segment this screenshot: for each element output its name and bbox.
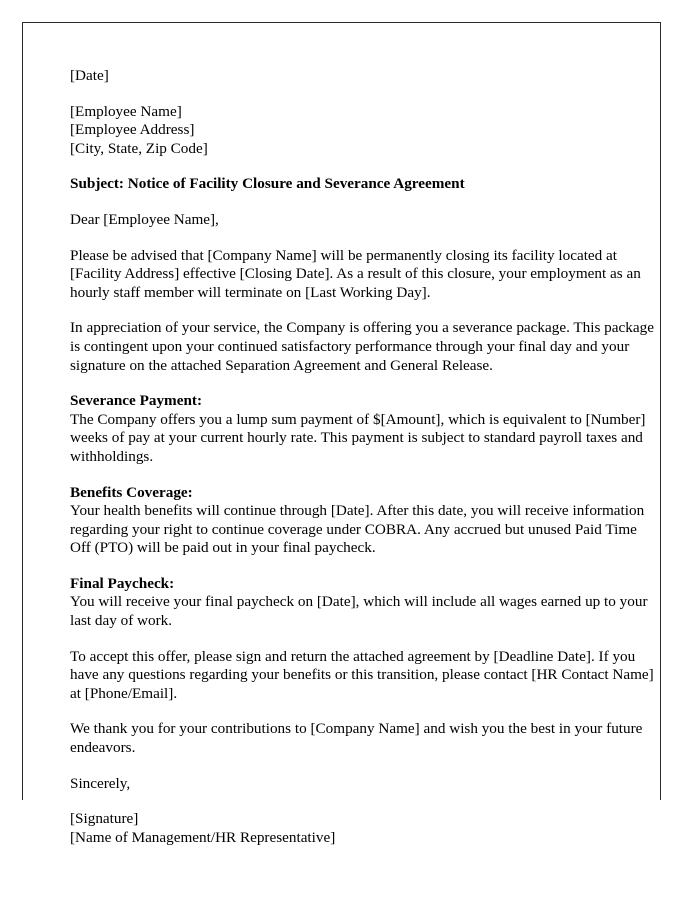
- recipient-address-block: [70, 103, 658, 159]
- section-heading-final-paycheck: Final Paycheck:: [70, 574, 175, 592]
- document-page: [22, 22, 661, 846]
- section-final-paycheck: [70, 575, 658, 631]
- paragraph-closure-notice: Please be advised that [Company Name] will be permanently closing its facility located at [Facility Address] effective [Closing Date]. As a result of this closure, your employment as an hourly staff member will terminate on [Last Working Day].: [70, 246, 641, 301]
- section-body-benefits-coverage: Your health benefits will continue through [Date]. After this date, you will receive information regarding your right to continue coverage under COBRA. Any accrued but unused Paid Time Off (PTO) will be paid out in your final paycheck.: [70, 502, 648, 557]
- letter-body: [70, 67, 658, 847]
- salutation: Dear [Employee Name],: [70, 210, 219, 228]
- section-body-severance-payment: The Company offers you a lump sum payment of $[Amount], which is equivalent to [Number] weeks of pay at your current hourly rate. This payment is subject to standard payroll taxes and withholdings.: [70, 410, 650, 465]
- date-block: [70, 67, 658, 86]
- section-heading-severance-payment: Severance Payment:: [70, 392, 203, 410]
- signer-title: [Name of Management/HR Representative]: [70, 828, 336, 846]
- recipient-city-state-zip: [City, State, Zip Code]: [70, 139, 208, 157]
- signature-placeholder: [Signature]: [70, 810, 139, 828]
- recipient-address: [Employee Address]: [70, 121, 195, 139]
- date-placeholder: [Date]: [70, 67, 109, 84]
- valediction: Sincerely,: [70, 774, 131, 792]
- section-benefits-coverage: [70, 484, 658, 558]
- section-heading-benefits-coverage: Benefits Coverage:: [70, 483, 193, 501]
- paragraph-thanks: We thank you for your contributions to [Company Name] and wish you the best in your future endeavors.: [70, 720, 643, 757]
- subject-line: Subject: Notice of Facility Closure and Severance Agreement: [70, 175, 465, 193]
- signature-block: [70, 810, 658, 847]
- section-severance-payment: [70, 392, 658, 466]
- section-body-final-paycheck: You will receive your final paycheck on [Date], which will include all wages earned up to your last day of work.: [70, 593, 652, 630]
- recipient-name: [Employee Name]: [70, 102, 182, 120]
- paragraph-acceptance-instructions: To accept this offer, please sign and return the attached agreement by [Deadline Date]. If you have any questions regarding your benefits or this transition, please contact [HR Contact Name] at [Phone/Email].: [70, 647, 654, 702]
- paragraph-severance-intro: In appreciation of your service, the Company is offering you a severance package. This package is contingent upon your continued satisfactory performance through your final day and your signature on the attached Separation Agreement and General Release.: [70, 319, 654, 374]
